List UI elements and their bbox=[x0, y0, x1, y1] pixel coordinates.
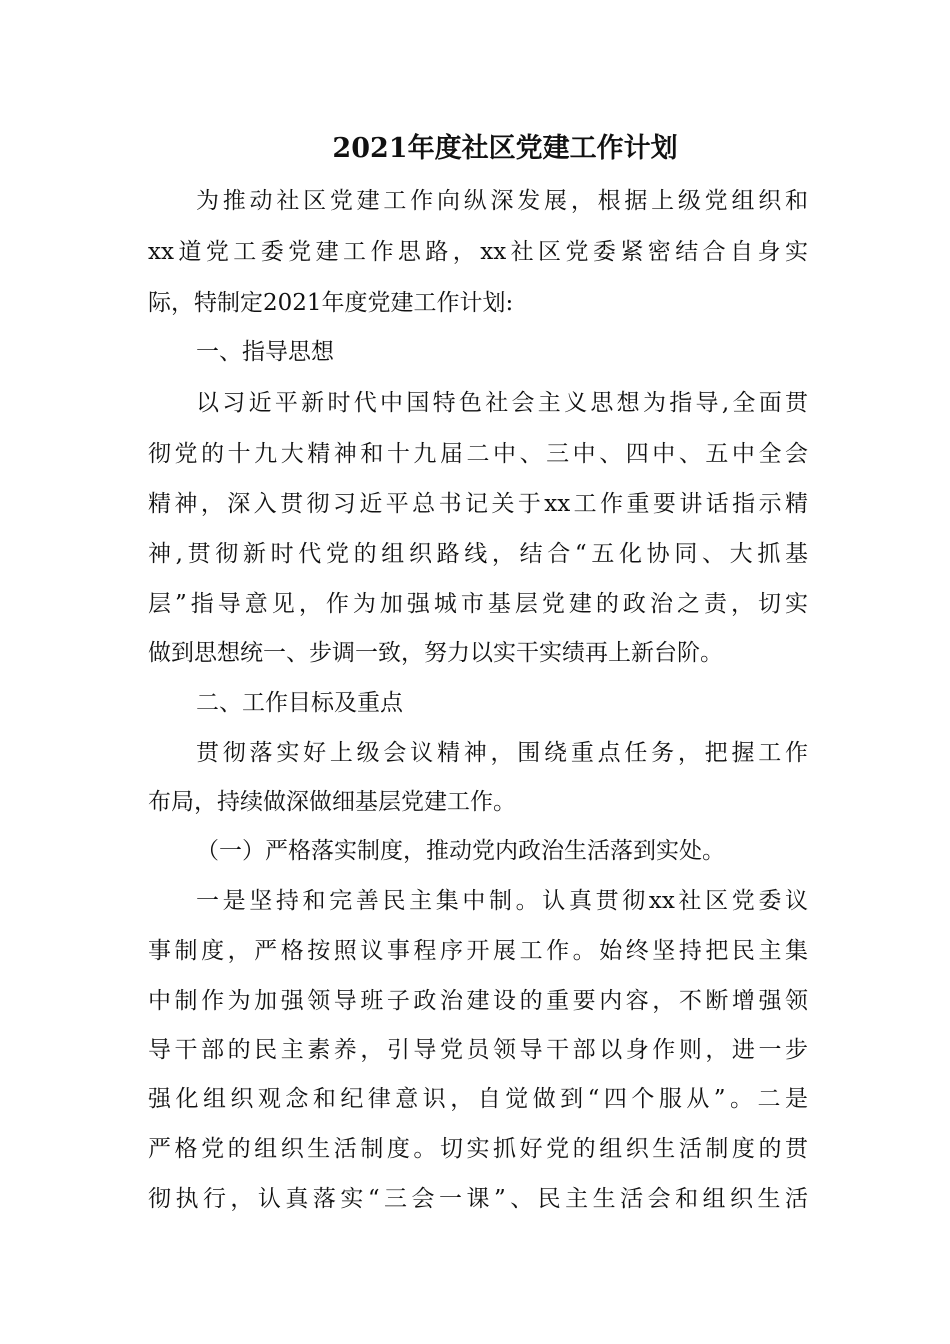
text-line: 为推动社区党建工作向纵深发展，根据上级党组织和 bbox=[196, 188, 808, 214]
text-line: 事制度，严格按照议事程序开展工作。始终坚持把民主集 bbox=[148, 938, 808, 964]
text-line: 层”指导意见，作为加强城市基层党建的政治之责，切实 bbox=[148, 591, 808, 617]
subsection-heading: （一）严格落实制度，推动党内政治生活落到实处。 bbox=[196, 838, 725, 864]
text-line: 强化组织观念和纪律意识，自觉做到“四个服从”。二是 bbox=[148, 1086, 808, 1112]
text-line: 以习近平新时代中国特色社会主义思想为指导,全面贯 bbox=[196, 390, 808, 416]
text-line: 彻党的十九大精神和十九届二中、三中、四中、五中全会 bbox=[148, 441, 808, 467]
text-line: 精神，深入贯彻习近平总书记关于xx工作重要讲话指示精 bbox=[148, 491, 808, 517]
section-heading: 二、工作目标及重点 bbox=[196, 690, 403, 716]
section-heading: 一、指导思想 bbox=[196, 339, 334, 365]
text-line: 彻执行，认真落实“三会一课”、民主生活会和组织生活 bbox=[148, 1186, 808, 1212]
text-line: 做到思想统一、步调一致，努力以实干实绩再上新台阶。 bbox=[148, 640, 723, 666]
text-line: 严格党的组织生活制度。切实抓好党的组织生活制度的贯 bbox=[148, 1136, 808, 1162]
text-line: 中制作为加强领导班子政治建设的重要内容，不断增强领 bbox=[148, 988, 808, 1014]
text-line: 际，特制定2021年度党建工作计划: bbox=[148, 290, 514, 316]
document-title: 2021年度社区党建工作计划 bbox=[332, 133, 678, 164]
text-line: 布局，持续做深做细基层党建工作。 bbox=[148, 789, 516, 815]
text-line: xx道党工委党建工作思路，xx社区党委紧密结合自身实 bbox=[148, 239, 808, 265]
text-line: 贯彻落实好上级会议精神，围绕重点任务，把握工作 bbox=[196, 740, 808, 766]
text-line: 一是坚持和完善民主集中制。认真贯彻xx社区党委议 bbox=[196, 888, 808, 914]
text-line: 神,贯彻新时代党的组织路线，结合“五化协同、大抓基 bbox=[148, 541, 808, 567]
text-line: 导干部的民主素养，引导党员领导干部以身作则，进一步 bbox=[148, 1037, 808, 1063]
